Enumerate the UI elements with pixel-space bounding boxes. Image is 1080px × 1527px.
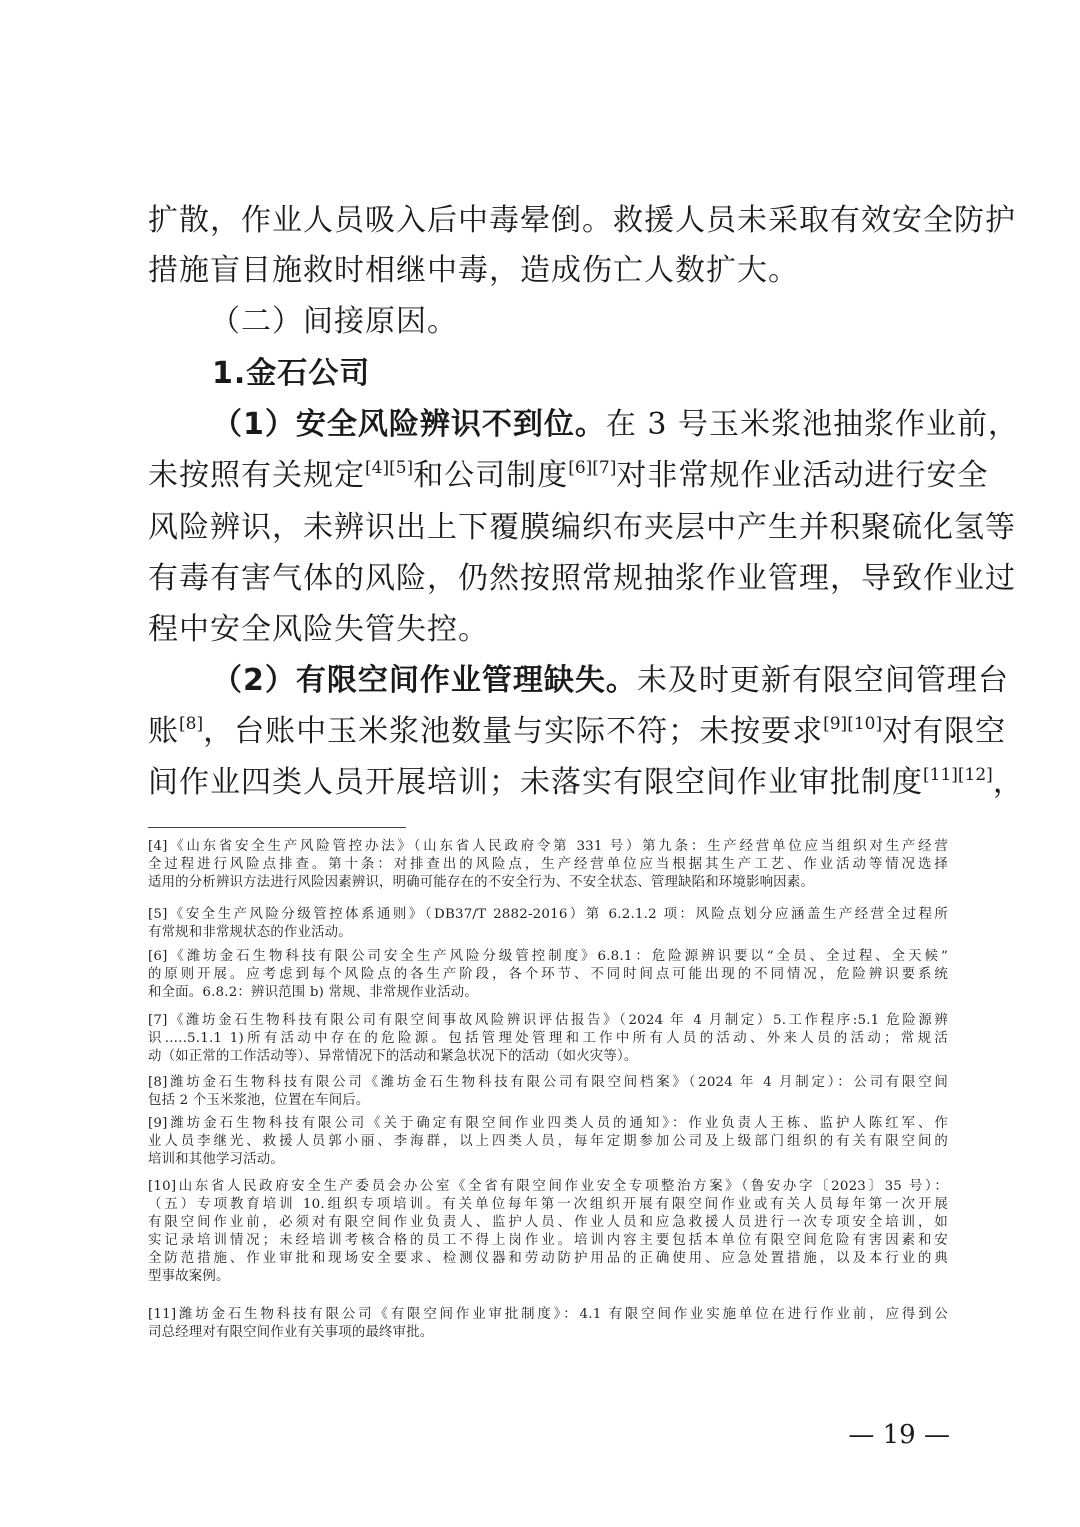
footnote-line: 动（如正常的工作活动等）、异常情况下的活动和紧急状况下的活动（如火灾等）。 bbox=[148, 1049, 638, 1064]
footnote-ref[interactable]: [6] bbox=[568, 458, 593, 478]
footnote-line: [10]山东省人民政府安全生产委员会办公室《全省有限空间作业安全专项整治方案》（鲁安办字〔2023〕35 号）： bbox=[148, 1179, 948, 1194]
paragraph-line bbox=[148, 456, 989, 496]
footnote-ref[interactable]: [7] bbox=[592, 458, 617, 478]
footnote-line: 培训和其他学习活动。 bbox=[148, 1152, 284, 1167]
text-run: 未按照有关规定 bbox=[148, 458, 365, 493]
paragraph-line: 风险辨识，未辨识出上下覆膜编织布夹层中产生并积聚硫化氢等 bbox=[148, 510, 1016, 545]
footnote-ref[interactable]: [10] bbox=[847, 714, 883, 734]
footnote-ref[interactable]: [4] bbox=[365, 458, 390, 478]
footnote-line: 全过程进行风险点排查。第十条：对排查出的风险点，生产经营单位应当根据其生产工艺、作业活动等情况选择 bbox=[148, 857, 948, 872]
footnote-ref[interactable]: [11] bbox=[923, 765, 958, 785]
footnote-line: 全防范措施、作业审批和现场安全要求、检测仪器和劳动防护用品的正确使用、应急处置措施，以及本行业的典 bbox=[148, 1251, 948, 1266]
footnote-line: 和全面。6.8.2：辨识范围 b) 常规、非常规作业活动。 bbox=[148, 985, 478, 1000]
footnote-line: 司总经理对有限空间作业有关事项的最终审批。 bbox=[148, 1325, 434, 1340]
footnote-10 bbox=[148, 1178, 948, 1286]
text-run: 间作业四类人员开展培训；未落实有限空间作业审批制度 bbox=[148, 765, 923, 800]
footnote-11 bbox=[148, 1306, 948, 1342]
footnote-ref[interactable]: [5] bbox=[389, 458, 414, 478]
text-run: 对有限空 bbox=[882, 714, 1007, 749]
footnote-separator bbox=[148, 827, 406, 828]
footnote-line: （五）专项教育培训 10.组织专项培训。有关单位每年第一次组织开展有限空间作业或有关人员每年第一次开展 bbox=[148, 1197, 948, 1212]
text-run: 和公司制度 bbox=[413, 458, 569, 493]
footnote-line: [7]《潍坊金石生物科技有限公司有限空间事故风险辨识评估报告》（2024 年 4 月制定）5.工作程序:5.1 危险源辨 bbox=[148, 1013, 948, 1028]
item-2-first-line bbox=[212, 661, 1009, 701]
footnote-8 bbox=[148, 1074, 948, 1110]
footnote-line: 的原则开展。应考虑到每个风险点的各生产阶段，各个环节、不同时间点可能出现的不同情况，危险辨识要系统 bbox=[148, 967, 948, 982]
paragraph-line: 扩散，作业人员吸入后中毒晕倒。救援人员未采取有效安全防护 bbox=[148, 203, 1016, 238]
footnote-line: [6]《潍坊金石生物科技有限公司安全生产风险分级管控制度》6.8.1：危险源辨识要以“全员、全过程、全天候” bbox=[148, 949, 948, 964]
footnote-line: 实记录培训情况；未经培训考核合格的员工不得上岗作业。培训内容主要包括本单位有限空间危险有害因素和安 bbox=[148, 1233, 948, 1248]
paragraph-line: 程中安全风险失管失控。 bbox=[148, 612, 489, 647]
footnote-7 bbox=[148, 1012, 948, 1066]
footnote-ref[interactable]: [8] bbox=[179, 714, 204, 734]
footnote-ref[interactable]: [9] bbox=[823, 714, 848, 734]
footnote-line: [8]潍坊金石生物科技有限公司《潍坊金石生物科技有限公司有限空间档案》（2024 年 4 月制定）：公司有限空间 bbox=[148, 1075, 948, 1090]
footnote-line: [9]潍坊金石生物科技有限公司《关于确定有限空间作业四类人员的通知》：作业负责人王栋、监护人陈红军、作 bbox=[148, 1116, 948, 1131]
paragraph-line: 措施盲目施救时相继中毒，造成伤亡人数扩大。 bbox=[148, 253, 799, 288]
footnote-ref[interactable]: [12] bbox=[957, 765, 993, 785]
text-run: ， bbox=[992, 765, 1024, 800]
item-1-text: 在 3 号玉米浆池抽浆作业前， bbox=[605, 407, 1020, 442]
footnote-line: [5]《安全生产风险分级管控体系通则》（DB37/T 2882-2016）第 6.2.1.2 项：风险点划分应涵盖生产经营全过程所 bbox=[148, 907, 948, 922]
item-1-first-line bbox=[212, 405, 1020, 445]
item-2-title: （2）有限空间作业管理缺失。 bbox=[212, 663, 637, 698]
footnote-line: 识.....5.1.1 1)所有活动中存在的危险源。包括管理处管理和工作中所有人员的活动、外来人员的活动；常规活 bbox=[148, 1031, 948, 1046]
footnote-4 bbox=[148, 838, 948, 892]
paragraph-line: 有毒有害气体的风险，仍然按照常规抽浆作业管理，导致作业过 bbox=[148, 561, 1016, 596]
subsection-heading: 1.金石公司 bbox=[212, 356, 371, 391]
paragraph-line bbox=[148, 712, 1007, 752]
footnote-line: 型事故案例。 bbox=[148, 1269, 230, 1284]
section-heading: （二）间接原因。 bbox=[210, 304, 458, 339]
paragraph-line bbox=[148, 763, 1024, 803]
item-1-title: （1）安全风险辨识不到位。 bbox=[212, 407, 606, 442]
footnote-6 bbox=[148, 948, 948, 1002]
footnote-line: 有限空间作业前，必须对有限空间作业负责人、监护人员、作业人员和应急救援人员进行一次专项安全培训，如 bbox=[148, 1215, 948, 1230]
text-run: 对非常规作业活动进行安全 bbox=[616, 458, 989, 493]
footnote-line: 适用的分析辨识方法进行风险因素辨识，明确可能存在的不安全行为、不安全状态、管理缺陷和环境影响因素。 bbox=[148, 875, 814, 890]
text-run: 账 bbox=[148, 714, 179, 749]
footnote-line: 业人员李继光、救援人员郭小丽、李海群，以上四类人员，每年定期参加公司及上级部门组织的有关有限空间的 bbox=[148, 1134, 948, 1149]
page-number: — 19 — bbox=[848, 1420, 950, 1450]
item-2-text: 未及时更新有限空间管理台 bbox=[636, 663, 1009, 698]
footnote-5 bbox=[148, 906, 948, 942]
footnote-line: 有常规和非常规状态的作业活动。 bbox=[148, 925, 352, 940]
footnote-9 bbox=[148, 1115, 948, 1169]
footnote-line: [11]潍坊金石生物科技有限公司《有限空间作业审批制度》：4.1 有限空间作业实施单位在进行作业前，应得到公 bbox=[148, 1307, 948, 1322]
text-run: ，台账中玉米浆池数量与实际不符；未按要求 bbox=[203, 714, 824, 749]
footnote-line: [4]《山东省安全生产风险管控办法》（山东省人民政府令第 331 号）第九条：生产经营单位应当组织对生产经营 bbox=[148, 839, 948, 854]
footnote-line: 包括 2 个玉米浆池，位置在车间后。 bbox=[148, 1093, 370, 1108]
